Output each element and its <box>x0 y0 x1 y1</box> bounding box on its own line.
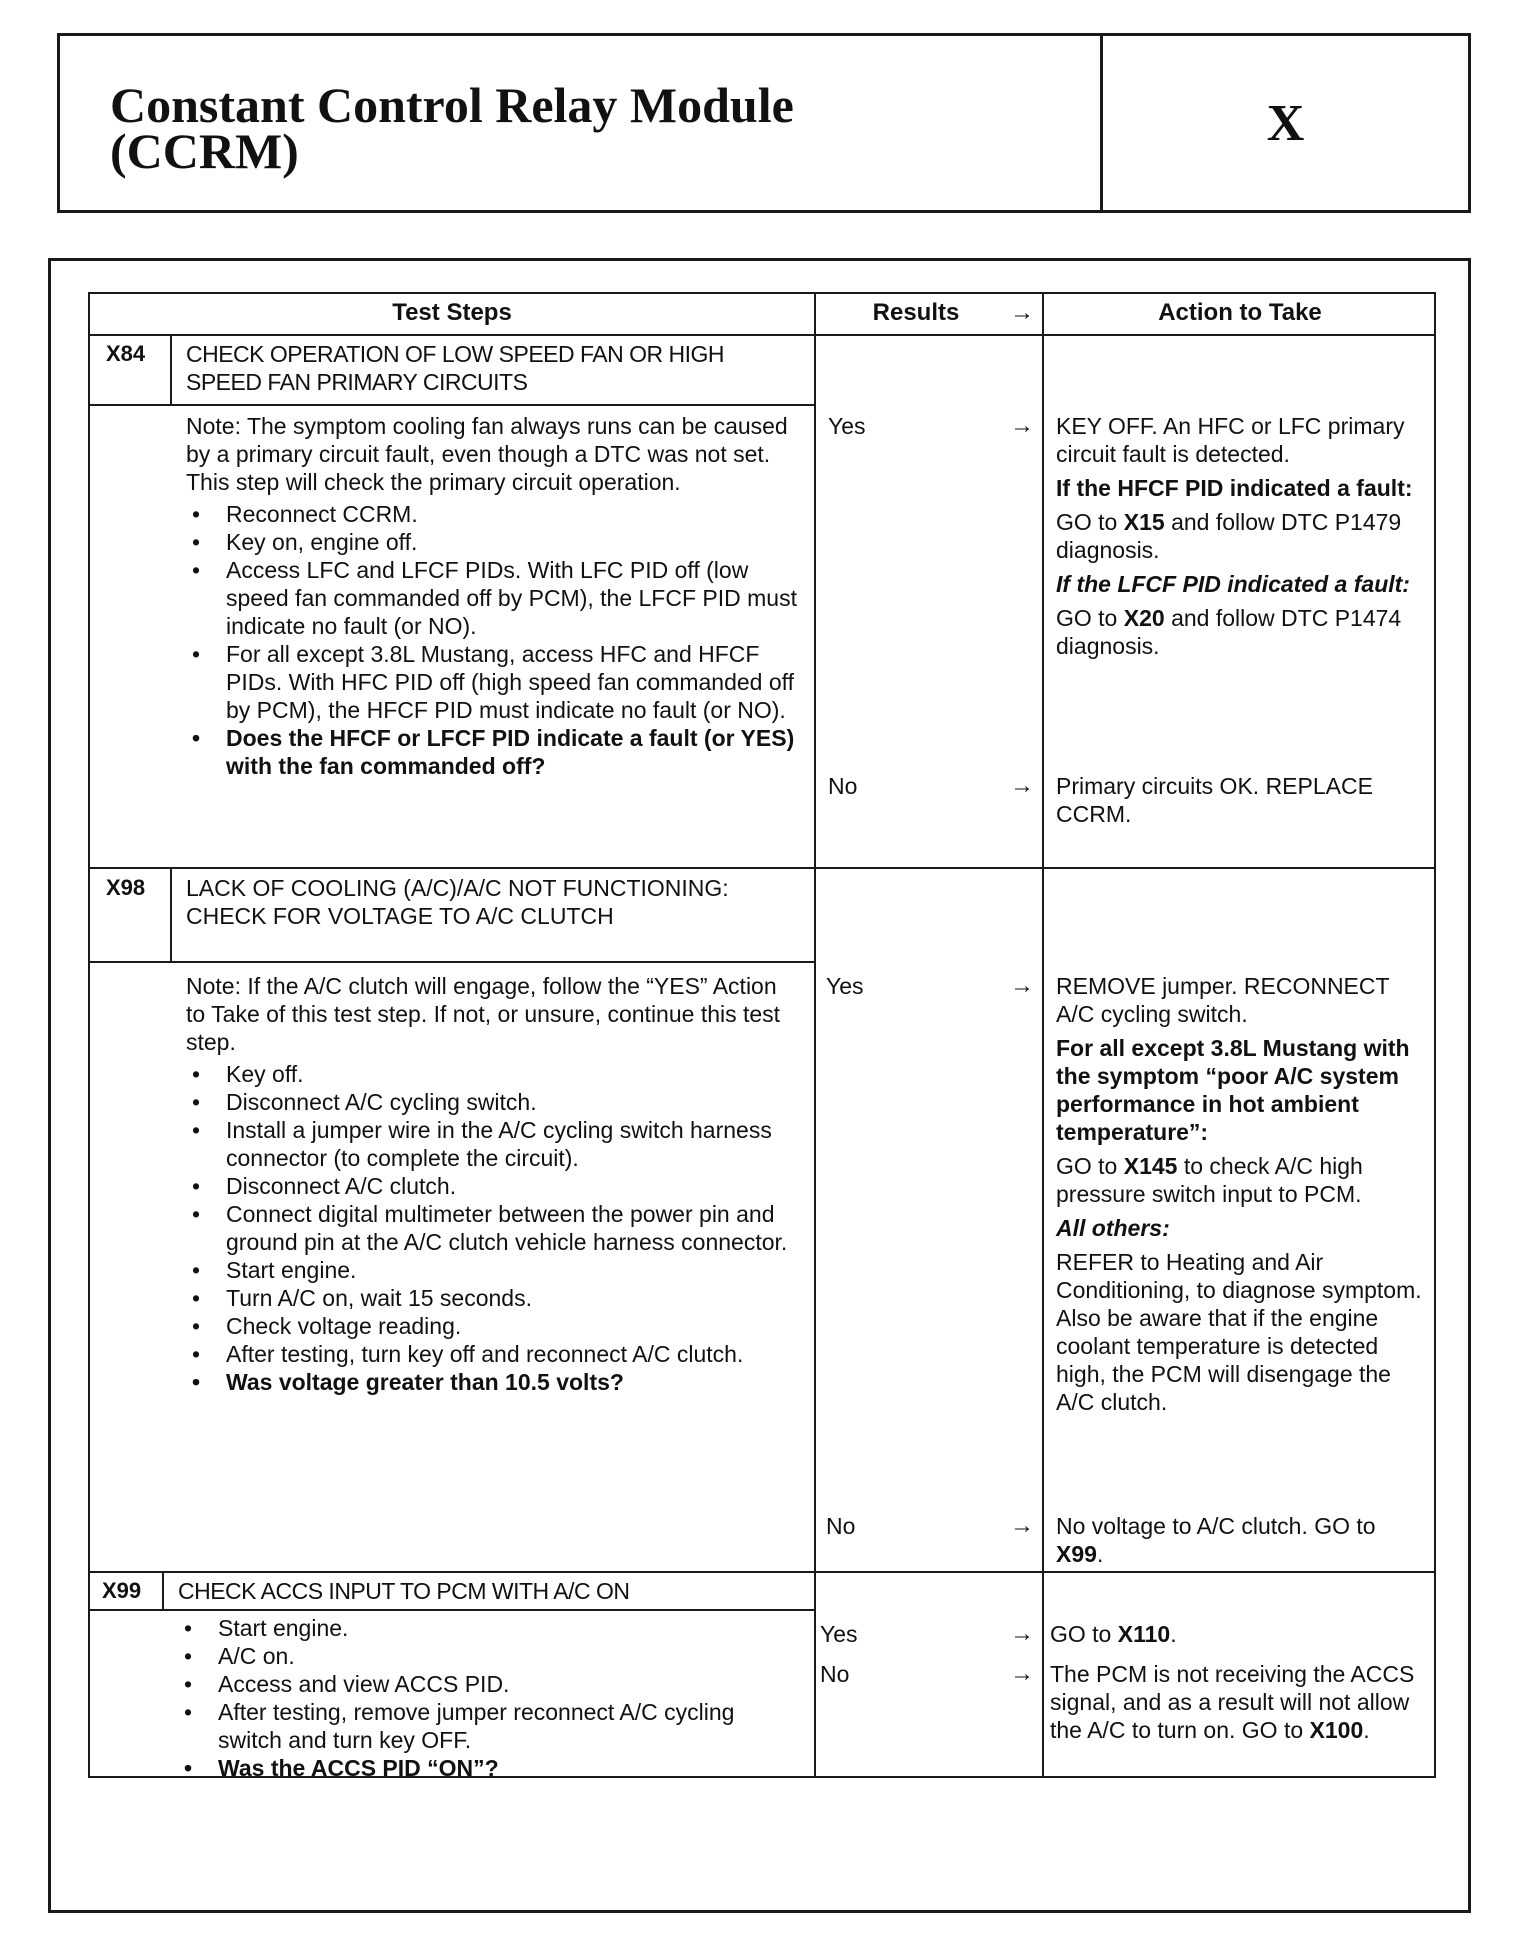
step-title-x99: CHECK ACCS INPUT TO PCM WITH A/C ON <box>178 1578 630 1604</box>
step-body-x84 <box>186 412 806 780</box>
header-row-rule <box>90 334 1436 336</box>
column-divider-results <box>814 294 816 1778</box>
column-header-test-steps: Test Steps <box>392 299 512 326</box>
action-condition: All others: <box>1056 1215 1170 1241</box>
list-item: • Key off. <box>186 1060 796 1088</box>
result-arrow: → <box>1010 412 1034 439</box>
column-header-results: Results <box>872 299 960 326</box>
step-reference: X99 <box>1056 1541 1097 1567</box>
result-label: No <box>820 1661 850 1687</box>
column-header-arrow: → <box>1010 299 1034 326</box>
step-title-rule <box>90 1609 814 1611</box>
action-x98-no: No voltage to A/C clutch. GO to X99. <box>1056 1513 1376 1567</box>
list-item: • After testing, remove jumper reconnect A/C cycling switch and turn key OFF. <box>178 1698 798 1754</box>
action-condition: For all except 3.8L Mustang with the symptom “poor A/C system performance in hot ambient temperature”: <box>1056 1035 1410 1145</box>
step-id-divider <box>170 867 172 961</box>
section-letter: X <box>1266 94 1305 152</box>
step-id-x99: X99 <box>102 1578 142 1603</box>
column-divider-action <box>1042 294 1044 1778</box>
action-text: KEY OFF. An HFC or LFC primary circuit fault is detected. <box>1056 413 1405 467</box>
list-item: • Check voltage reading. <box>186 1312 796 1340</box>
list-item: • Access and view ACCS PID. <box>178 1670 798 1698</box>
step-note-x98: Note: If the A/C clutch will engage, follow the “YES” Action to Take of this test step. If not, or unsure, continue this test step. <box>186 973 781 1055</box>
step-reference: X145 <box>1123 1153 1178 1179</box>
step-id-x84: X84 <box>106 341 146 366</box>
action-text: REMOVE jumper. RECONNECT A/C cycling switch. <box>1056 973 1390 1027</box>
list-item: • After testing, turn key off and reconnect A/C clutch. <box>186 1340 796 1368</box>
step-title-rule <box>90 961 814 963</box>
list-item: • Start engine. <box>178 1614 798 1642</box>
list-item: • A/C on. <box>178 1642 798 1670</box>
list-item: • Access LFC and LFCF PIDs. With LFC PID off (low speed fan commanded off by PCM), the LFCF PID must indicate no fault (or NO). <box>186 556 806 640</box>
result-arrow: → <box>1010 1660 1034 1687</box>
action-x84-no: Primary circuits OK. REPLACE CCRM. <box>1056 773 1373 827</box>
result-arrow: → <box>1010 972 1034 999</box>
step-id-divider <box>162 1571 164 1609</box>
list-item: • Reconnect CCRM. <box>186 500 806 528</box>
page-title: Constant Control Relay Module (CCRM) <box>110 77 794 179</box>
action-text: REFER to Heating and Air Conditioning, to diagnose symptom. Also be aware that if the engine coolant temperature is detected high, the PCM will disengage the A/C clutch. <box>1056 1249 1422 1415</box>
list-item: • Disconnect A/C cycling switch. <box>186 1088 796 1116</box>
step-reference: X100 <box>1309 1717 1364 1743</box>
list-item: • Start engine. <box>186 1256 796 1284</box>
result-label: No <box>826 1513 856 1539</box>
document-header <box>57 33 1471 213</box>
action-condition: If the LFCF PID indicated a fault: <box>1056 571 1410 597</box>
step-note-x84: Note: The symptom cooling fan always runs can be caused by a primary circuit fault, even though a DTC was not set. This step will check the primary circuit operation. <box>186 413 788 495</box>
step-title-x84: CHECK OPERATION OF LOW SPEED FAN OR HIGH SPEED FAN PRIMARY CIRCUITS <box>186 341 725 395</box>
step-question-x99: • Was the ACCS PID “ON”? <box>178 1754 798 1782</box>
action-x99-no: The PCM is not receiving the ACCS signal, and as a result will not allow the A/C to turn on. GO to X100. <box>1050 1661 1415 1743</box>
result-label: Yes <box>826 973 864 999</box>
step-rule-x98 <box>90 867 1436 869</box>
action-condition: If the HFCF PID indicated a fault: <box>1056 475 1413 501</box>
result-label: No <box>828 773 858 799</box>
result-label: Yes <box>828 413 866 439</box>
list-item: • Install a jumper wire in the A/C cycling switch harness connector (to complete the circuit). <box>186 1116 796 1172</box>
list-item: • Turn A/C on, wait 15 seconds. <box>186 1284 796 1312</box>
result-label: Yes <box>820 1621 858 1647</box>
list-item: • Key on, engine off. <box>186 528 806 556</box>
action-x99-yes: GO to X110. <box>1050 1621 1177 1647</box>
action-goto: GO to X145 to check A/C high pressure switch input to PCM. <box>1056 1153 1363 1207</box>
action-goto: GO to X15 and follow DTC P1479 diagnosis. <box>1056 509 1402 563</box>
result-arrow: → <box>1010 772 1034 799</box>
step-id-x98: X98 <box>106 875 146 900</box>
column-header-action: Action to Take <box>1158 299 1322 326</box>
step-title-x98: LACK OF COOLING (A/C)/A/C NOT FUNCTIONING: CHECK FOR VOLTAGE TO A/C CLUTCH <box>186 875 729 929</box>
step-title-rule <box>90 404 814 406</box>
step-id-divider <box>170 334 172 404</box>
list-item: • Disconnect A/C clutch. <box>186 1172 796 1200</box>
result-arrow: → <box>1010 1620 1034 1647</box>
action-x98-yes <box>1056 972 1430 1422</box>
step-rule-x99 <box>90 1571 1436 1573</box>
step-question-x84: • Does the HFCF or LFCF PID indicate a fault (or YES) with the fan commanded off? <box>186 724 806 780</box>
step-reference: X110 <box>1117 1621 1171 1647</box>
step-reference: X15 <box>1123 509 1165 535</box>
list-item: • Connect digital multimeter between the power pin and ground pin at the A/C clutch vehicle harness connector. <box>186 1200 796 1256</box>
action-goto: GO to X20 and follow DTC P1474 diagnosis. <box>1056 605 1402 659</box>
action-x84-yes <box>1056 412 1428 666</box>
step-reference: X20 <box>1123 605 1165 631</box>
list-item: • For all except 3.8L Mustang, access HFC and HFCF PIDs. With HFC PID off (high speed fan commanded off by PCM), the HFCF PID must indicate no fault (or NO). <box>186 640 806 724</box>
step-question-x98: • Was voltage greater than 10.5 volts? <box>186 1368 796 1396</box>
test-steps-table <box>88 292 1436 1781</box>
step-body-x98 <box>186 972 796 1396</box>
result-arrow: → <box>1010 1512 1034 1539</box>
step-body-x99 <box>178 1614 798 1782</box>
